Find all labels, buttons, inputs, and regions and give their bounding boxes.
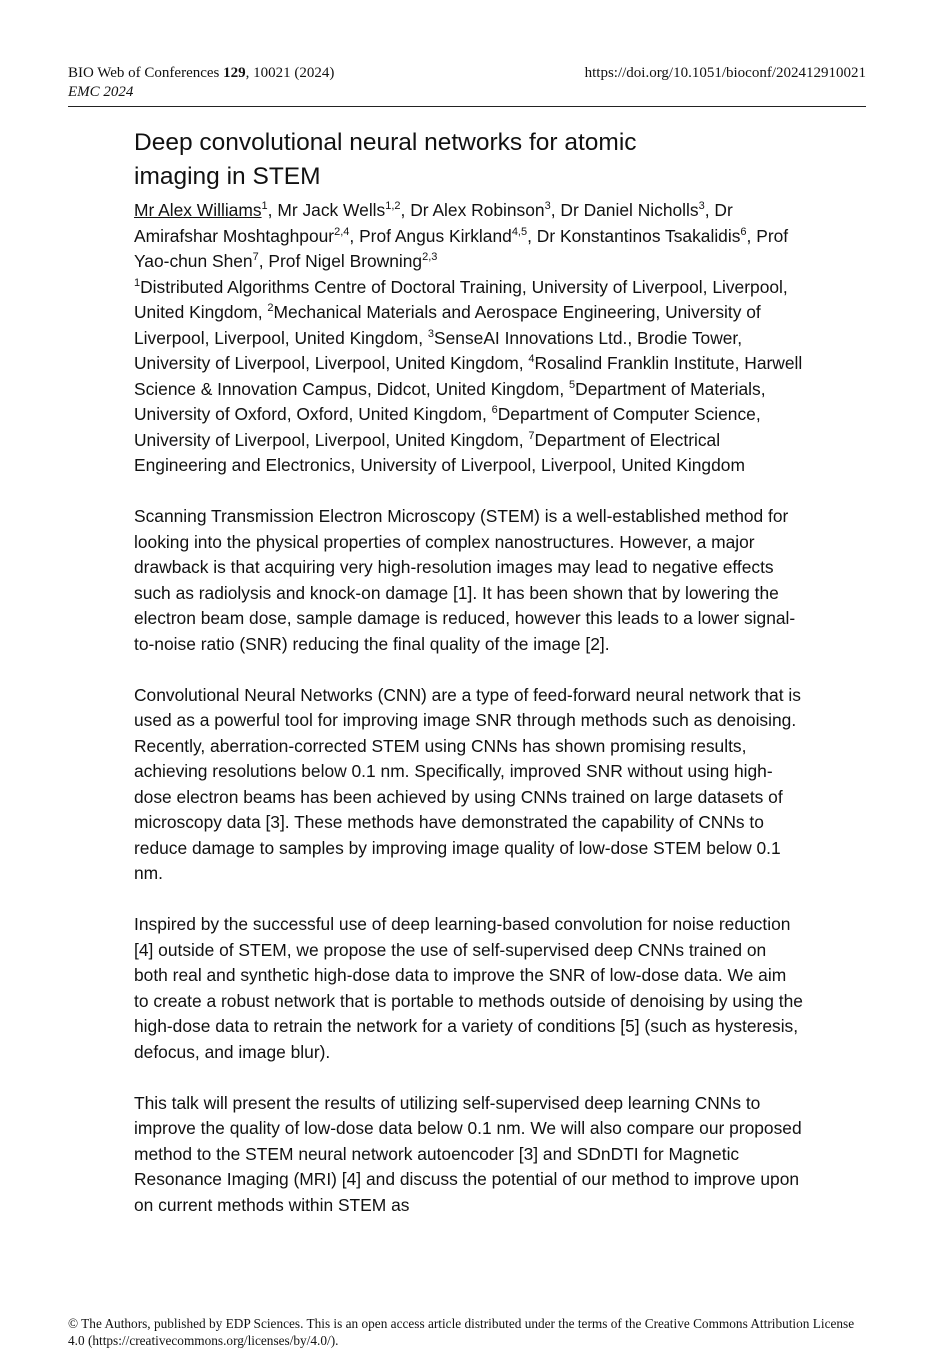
paper-title: Deep convolutional neural networks for atomic imaging in STEM bbox=[134, 129, 637, 190]
author-affiliation-mark: 2,4 bbox=[334, 225, 350, 238]
author-affiliation-mark: 7 bbox=[252, 251, 259, 264]
affiliation-text: Department of Computer Science, University of Liverpool, Liverpool, United Kingdom bbox=[134, 404, 761, 450]
affiliation-list: $^1$Distributed Algorithms Centre of Doctoral Training, University of Liverpool, Liverpool, United Kingdom, $^2$Mechanical Materials and Aerospace Engineering, University of Liverpool, Liverpool, United Kingdom, $^3$SenseAI Innovations Ltd., Brodie Tower, University of Liverpool, Liverpool, United Kingdom, $^4$Rosalind Franklin Institute, Harwell Science & Innovation Campus, Didcot, United Kingdom, $^5$Department of Materials, University of Oxford, Oxford, United Kingdom, $^6$Department of Computer Science, University of Liverpool, Liverpool, United Kingdom, $^7$Department of Electrical Engineering and Electronics, University of Liverpool, Liverpool, United Kingdom bbox=[134, 276, 803, 475]
author-affiliation-mark: 4,5 bbox=[511, 225, 528, 238]
doi-link[interactable]: https://doi.org/10.1051/bioconf/202412910021 bbox=[584, 65, 866, 81]
affiliation-text: Distributed Algorithms Centre of Doctoral Training, University of Liverpool, Liverpool, United Kingdom bbox=[134, 276, 788, 322]
affiliation-number: 3 bbox=[427, 327, 435, 340]
author-affiliation-mark: 6 bbox=[740, 225, 747, 238]
author-affiliation-mark: 1 bbox=[261, 200, 268, 213]
affiliation-number: 4 bbox=[528, 353, 535, 366]
body-paragraph-1: Scanning Transmission Electron Microscopy (STEM) is a well-established method for looking into the physical properties of complex nanostructures. However, a major drawback is that acquiring very high-resolution images may lead to negative effects such as radiolysis and knock-on damage [1]. It has been shown that by lowering the electron beam dose, sample damage is reduced, however this leads to a lower signal-to-noise ratio (SNR) reducing the final quality of the image [2]. bbox=[134, 506, 796, 654]
affiliation-number: 2 bbox=[267, 302, 274, 315]
author-affiliation-mark: 3 bbox=[544, 200, 551, 213]
affiliation-text: SenseAI Innovations Ltd., Brodie Tower, University of Liverpool, Liverpool, United Kingdom bbox=[134, 327, 743, 373]
author-name: Mr Alex Williams bbox=[134, 200, 262, 220]
author-affiliation-mark: 2,3 bbox=[422, 251, 438, 264]
author-name: Dr Alex Robinson bbox=[410, 200, 545, 220]
author-name: Prof Yao-chun Shen bbox=[134, 225, 789, 271]
affiliation-text: Department of Electrical Engineering and Electronics, University of Liverpool, Liverpool, United Kingdom bbox=[134, 429, 745, 475]
author-name: Dr Daniel Nicholls bbox=[560, 200, 699, 220]
author-name: Prof Nigel Browning bbox=[268, 251, 423, 271]
author-affiliation-mark: 1,2 bbox=[385, 200, 401, 213]
body-paragraph-2: Convolutional Neural Networks (CNN) are a type of feed-forward neural network that is used as a powerful tool for improving image SNR through methods such as denoising. Recently, aberration-corrected STEM using CNNs has shown promising results, achieving resolutions below 0.1 nm. Specifically, improved SNR without using high-dose electron beams has been achieved by using CNNs trained on large datasets of microscopy data [3]. These methods have demonstrated the capability of CNNs to reduce damage to samples by improving image quality of low-dose STEM below 0.1 nm. bbox=[134, 684, 801, 883]
author-list: Mr Alex Williams$^1$, Mr Jack Wells$^{1,2}$, Dr Alex Robinson$^3$, Dr Daniel Nicholls$^3$, Dr Amirafshar Moshtaghpour$^{2,4}$, Prof Angus Kirkland$^{4,5}$, Dr Konstantinos Tsakalidis$^6$, Prof Yao-chun Shen$^7$, Prof Nigel Browning$^{2,3}$ bbox=[134, 200, 789, 271]
volume-number: 129 bbox=[223, 65, 246, 81]
affiliation-number: 5 bbox=[569, 378, 576, 391]
affiliation-text: Rosalind Franklin Institute, Harwell Science & Innovation Campus, Didcot, United Kingdom bbox=[134, 353, 803, 399]
body-paragraph-3: Inspired by the successful use of deep learning-based convolution for noise reduction [4] outside of STEM, we propose the use of self-supervised deep CNNs trained on both real and synthetic high-dose data to improve the SNR of low-dose data. We aim to create a robust network that is portable to methods outside of denoising by using the high-dose data to retrain the network for a variety of conditions [5] (such as hysteresis, defocus, and image blur). bbox=[134, 914, 803, 1062]
affiliation-number: 7 bbox=[528, 429, 535, 442]
article-body bbox=[134, 126, 804, 1218]
affiliation-text: Mechanical Materials and Aerospace Engineering, University of Liverpool, Liverpool, United Kingdom bbox=[134, 302, 761, 348]
author-name: Mr Jack Wells bbox=[277, 200, 386, 220]
author-name: Dr Konstantinos Tsakalidis bbox=[536, 225, 741, 246]
affiliation-text: Department of Materials, University of Oxford, Oxford, United Kingdom bbox=[134, 378, 766, 424]
journal-citation: BIO Web of Conferences 129, 10021 (2024) bbox=[68, 65, 335, 81]
body-paragraph-4: This talk will present the results of utilizing self-supervised deep learning CNNs to improve the quality of low-dose data below 0.1 nm. We will also compare our proposed method to the STEM neural network autoencoder [3] and SDnDTI for Magnetic Resonance Imaging (MRI) [4] and discuss the potential of our method to improve upon on current methods within STEM as bbox=[134, 1092, 802, 1215]
author-name: Dr Amirafshar Moshtaghpour bbox=[134, 200, 733, 246]
conference-name: EMC 2024 bbox=[68, 84, 134, 100]
affiliation-number: 6 bbox=[491, 404, 498, 417]
running-header bbox=[68, 64, 866, 107]
author-name: Prof Angus Kirkland bbox=[359, 225, 512, 246]
author-affiliation-mark: 3 bbox=[698, 200, 705, 213]
license-footer: © The Authors, published by EDP Sciences. This is an open access article distributed under the terms of the Creative Commons Attribution License 4.0 (https://creativecommons.org/licenses/by/4.0/). bbox=[68, 1316, 855, 1348]
affiliation-number: 1 bbox=[134, 276, 141, 289]
